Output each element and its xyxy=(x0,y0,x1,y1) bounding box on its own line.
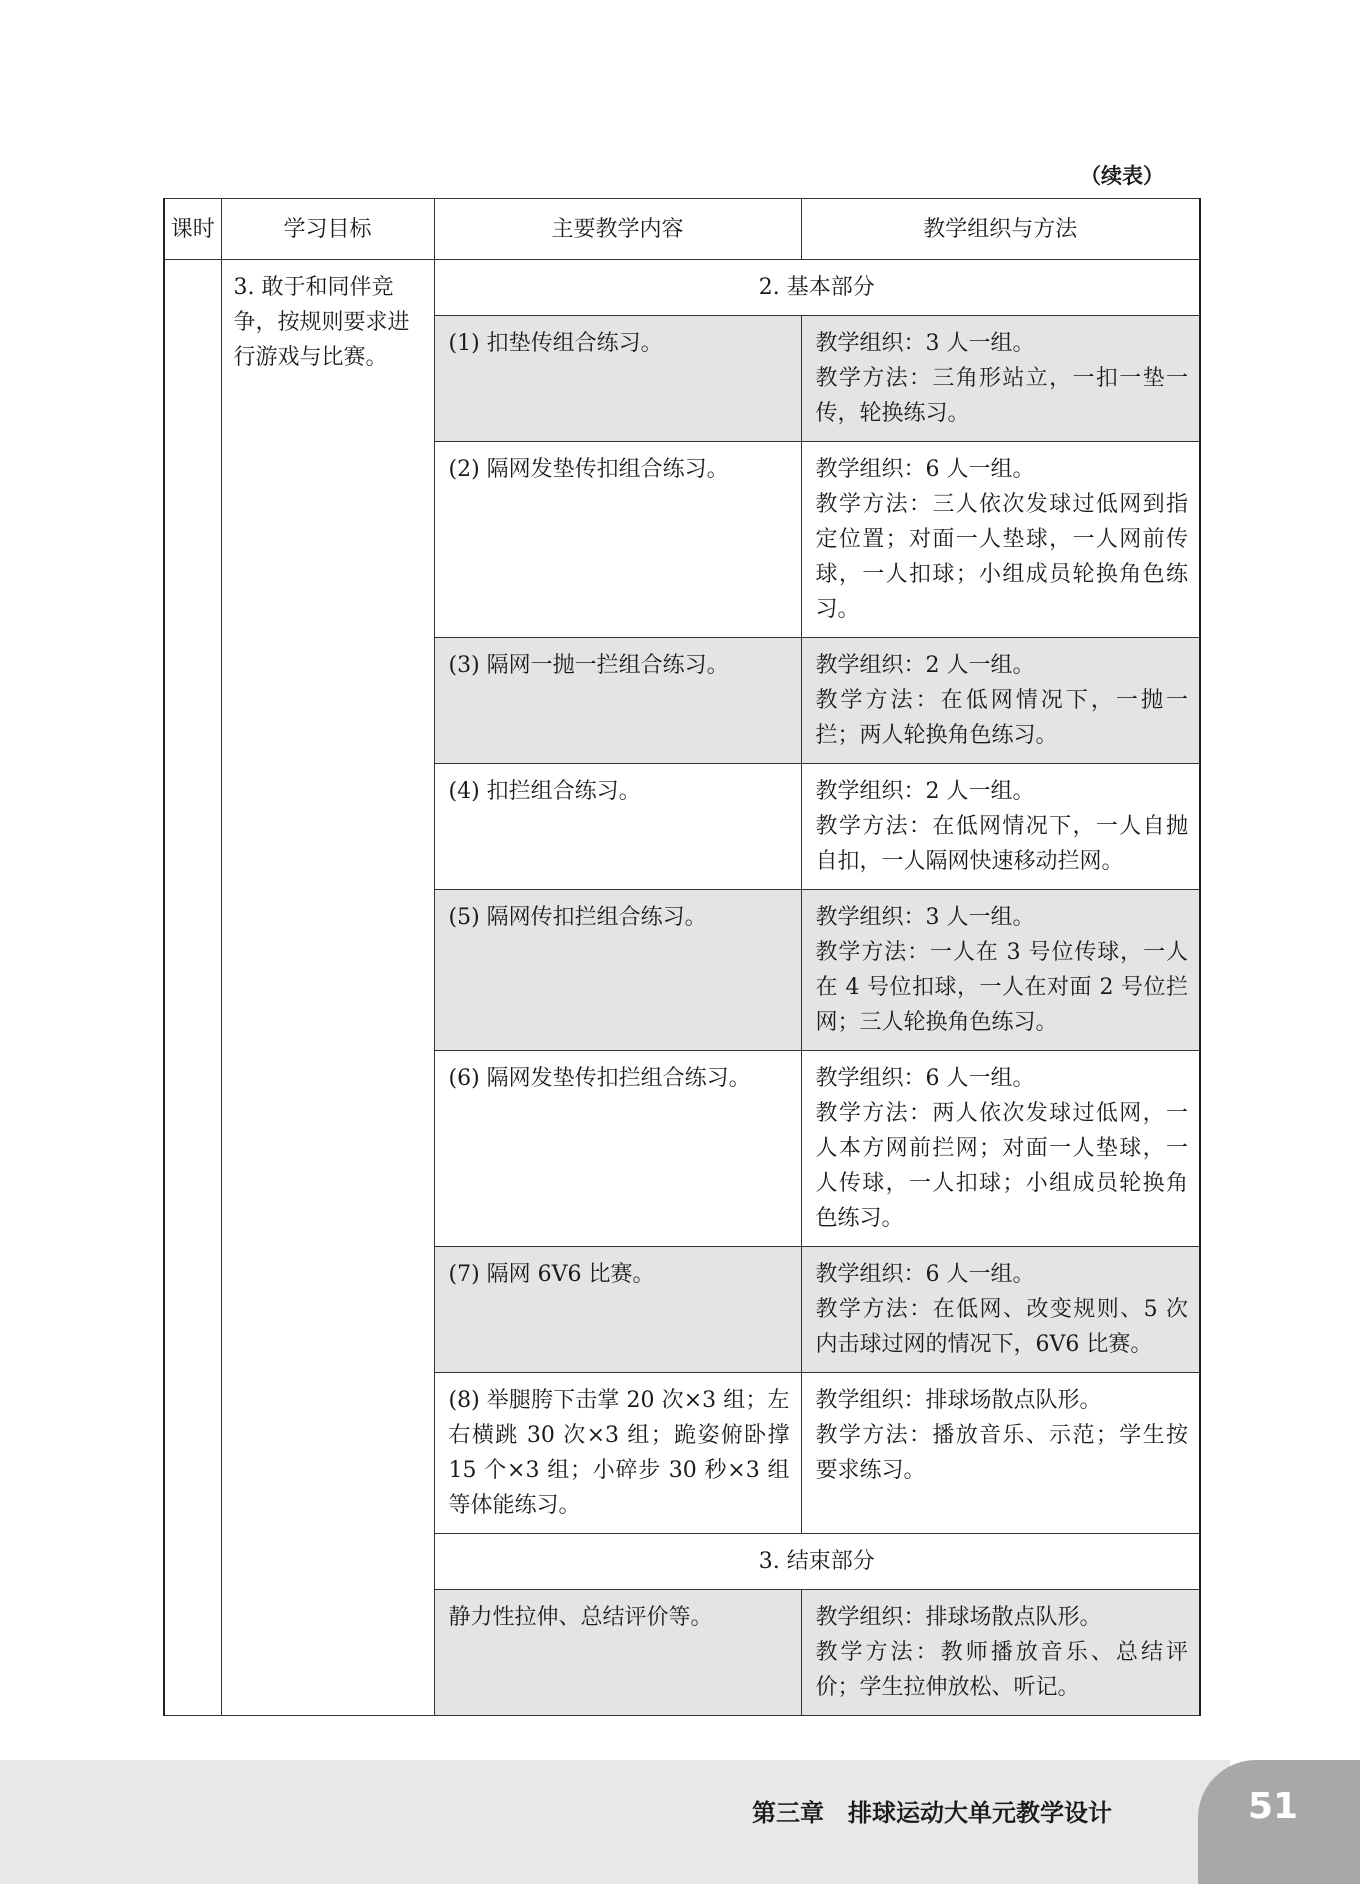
method-cell xyxy=(801,764,1200,890)
org-text: 教学组织：3 人一组。 xyxy=(815,905,1035,930)
method-text: 教学方法：播放音乐、示范；学生按要求练习。 xyxy=(815,1423,1188,1483)
org-text: 教学组织：6 人一组。 xyxy=(815,1262,1035,1287)
org-text: 教学组织：3 人一组。 xyxy=(815,331,1035,356)
method-cell xyxy=(801,1051,1200,1247)
method-cell xyxy=(801,1373,1200,1534)
section-basic: 2. 基本部分 xyxy=(434,260,1200,316)
method-cell xyxy=(801,316,1200,442)
method-text: 教学方法：三角形站立，一扣一垫一传，轮换练习。 xyxy=(815,366,1188,426)
org-text: 教学组织：2 人一组。 xyxy=(815,779,1035,804)
header-lesson: 课时 xyxy=(164,199,221,260)
content-cell: (2) 隔网发垫传扣组合练习。 xyxy=(434,442,801,638)
org-text: 教学组织：6 人一组。 xyxy=(815,457,1035,482)
lesson-table xyxy=(163,198,1201,1716)
method-text: 教学方法：两人依次发球过低网，一人本方网前拦网；对面一人垫球，一人传球，一人扣球；小组成员轮换角色练习。 xyxy=(815,1101,1188,1231)
method-cell xyxy=(801,1247,1200,1373)
content-cell: (6) 隔网发垫传扣拦组合练习。 xyxy=(434,1051,801,1247)
goal-cell: 3. 敢于和同伴竞争，按规则要求进行游戏与比赛。 xyxy=(221,260,434,1716)
method-cell xyxy=(801,638,1200,764)
content-cell: (1) 扣垫传组合练习。 xyxy=(434,316,801,442)
chapter-title: 第三章 排球运动大单元教学设计 xyxy=(752,1799,1112,1827)
org-text: 教学组织：2 人一组。 xyxy=(815,653,1035,678)
method-text: 教学方法：教师播放音乐、总结评价；学生拉伸放松、听记。 xyxy=(815,1640,1188,1700)
org-text: 教学组织：排球场散点队形。 xyxy=(815,1388,1102,1413)
header-content: 主要教学内容 xyxy=(434,199,801,260)
method-text: 教学方法：一人在 3 号位传球，一人在 4 号位扣球，一人在对面 2 号位拦网；三人轮换角色练习。 xyxy=(815,940,1188,1035)
content-cell: (5) 隔网传扣拦组合练习。 xyxy=(434,890,801,1051)
section-end: 3. 结束部分 xyxy=(434,1534,1200,1590)
org-text: 教学组织：排球场散点队形。 xyxy=(815,1605,1102,1630)
content-cell: (8) 举腿胯下击掌 20 次×3 组；左右横跳 30 次×3 组；跪姿俯卧撑 15 个×3 组；小碎步 30 秒×3 组等体能练习。 xyxy=(434,1373,801,1534)
content-cell: (7) 隔网 6V6 比赛。 xyxy=(434,1247,801,1373)
content-cell: 静力性拉伸、总结评价等。 xyxy=(434,1590,801,1716)
content-cell: (4) 扣拦组合练习。 xyxy=(434,764,801,890)
method-text: 教学方法：在低网情况下，一抛一拦；两人轮换角色练习。 xyxy=(815,688,1188,748)
lesson-cell xyxy=(164,260,221,1716)
method-cell xyxy=(801,442,1200,638)
method-cell xyxy=(801,890,1200,1051)
method-text: 教学方法：在低网情况下，一人自抛自扣，一人隔网快速移动拦网。 xyxy=(815,814,1188,874)
method-text: 教学方法：三人依次发球过低网到指定位置；对面一人垫球，一人网前传球，一人扣球；小组成员轮换角色练习。 xyxy=(815,492,1188,622)
page-number: 51 xyxy=(1247,1786,1299,1827)
header-method: 教学组织与方法 xyxy=(801,199,1200,260)
header-goal: 学习目标 xyxy=(221,199,434,260)
method-text: 教学方法：在低网、改变规则、5 次内击球过网的情况下，6V6 比赛。 xyxy=(815,1297,1188,1357)
content-cell: (3) 隔网一抛一拦组合练习。 xyxy=(434,638,801,764)
org-text: 教学组织：6 人一组。 xyxy=(815,1066,1035,1091)
method-cell xyxy=(801,1590,1200,1716)
section-basic-row xyxy=(164,260,1200,316)
table-header-row xyxy=(164,199,1200,260)
continued-label: （续表） xyxy=(1080,164,1164,188)
